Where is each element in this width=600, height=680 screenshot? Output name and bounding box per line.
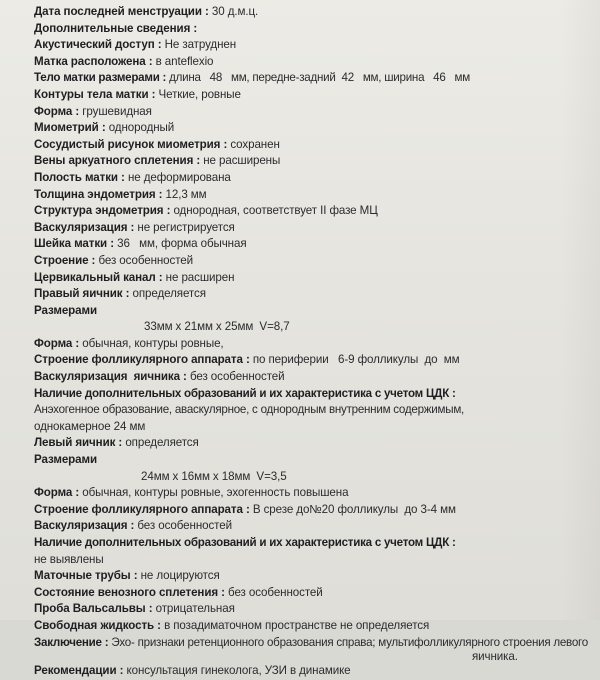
line-label: Матка расположена : xyxy=(34,54,153,68)
line-label: Состояние венозного сплетения : xyxy=(34,585,225,599)
line-value: однородный xyxy=(108,121,175,135)
report-line xyxy=(34,469,590,486)
report-line xyxy=(34,435,590,452)
report-line xyxy=(34,236,590,253)
line-label: Проба Вальсальвы : xyxy=(34,602,153,616)
line-value: яичника. xyxy=(472,650,518,664)
line-value: однородная, соответствует II фазе МЦ xyxy=(173,204,378,218)
report-line xyxy=(34,4,590,21)
report-line xyxy=(34,352,590,369)
line-value: грушевидная xyxy=(82,104,152,118)
report-line xyxy=(34,386,590,403)
line-value: сохранен xyxy=(230,137,280,151)
line-value: Анэхогенное образование, аваскулярное, с однородным внутренним содержимым, xyxy=(34,403,465,417)
line-value: без особенностей xyxy=(189,370,285,384)
line-label: Контуры тела матки : xyxy=(34,87,156,101)
line-value: консультация гинеколога, УЗИ в динамике xyxy=(126,664,351,678)
line-value: однокамерное 24 мм xyxy=(34,419,146,433)
report-line xyxy=(34,153,590,170)
report-line xyxy=(34,187,590,204)
line-label: Маточные трубы : xyxy=(34,569,138,583)
line-value: отрицательная xyxy=(155,602,235,616)
line-label: Сосудистый рисунок миометрия : xyxy=(34,137,228,151)
line-value: определяется xyxy=(132,287,206,301)
line-value: 30 д.м.ц. xyxy=(211,5,259,18)
line-value: в anteflexio xyxy=(155,54,214,68)
line-value: по периферии 6-9 фолликулы до мм xyxy=(252,353,460,367)
report-line xyxy=(34,137,590,154)
report-line xyxy=(34,54,590,71)
report-line xyxy=(34,70,590,87)
report-line xyxy=(34,568,590,585)
line-label: Рекомендации : xyxy=(34,664,124,678)
line-label: Васкуляризация : xyxy=(34,519,135,533)
line-value: Эхо- признаки ретенционного образования справа; мультифолликулярного строения левого xyxy=(111,635,588,649)
line-value: 24мм x 16мм x 18мм V=3,5 xyxy=(141,469,287,483)
ultrasound-report xyxy=(34,4,590,680)
line-label: Цервикальный канал : xyxy=(34,270,163,284)
line-label: Размерами xyxy=(34,303,98,317)
line-label: Свободная жидкость : xyxy=(34,618,161,632)
report-line xyxy=(34,663,590,680)
line-value: В срезе до№20 фолликулы до 3-4 мм xyxy=(252,502,456,516)
line-value: Четкие, ровные xyxy=(158,87,241,101)
line-label: Структура эндометрия : xyxy=(34,204,171,218)
line-label: Правый яичник : xyxy=(34,287,130,301)
report-line xyxy=(34,220,590,237)
line-value: не выявлены xyxy=(34,552,104,566)
report-line xyxy=(34,618,590,635)
line-value: длина 48 мм, передне-задний 42 мм, ширина 46 мм xyxy=(169,71,470,85)
report-line xyxy=(34,104,590,121)
line-label: Строение фолликулярного аппарата : xyxy=(34,353,250,367)
report-line xyxy=(34,270,590,287)
line-value: не регистрируется xyxy=(137,220,235,234)
line-label: Шейка матки : xyxy=(34,237,114,251)
report-line xyxy=(34,319,590,336)
line-value: Не затруднен xyxy=(164,38,237,52)
report-line xyxy=(34,552,590,569)
report-line xyxy=(34,369,590,386)
line-value: 36 мм, форма обычная xyxy=(117,237,247,251)
report-line xyxy=(34,303,590,320)
paper-edge-shadow xyxy=(560,0,600,620)
report-line xyxy=(34,485,590,502)
report-line xyxy=(34,635,590,652)
report-line xyxy=(34,601,590,618)
report-line xyxy=(34,21,590,38)
line-label: Васкуляризация яичника : xyxy=(34,370,187,384)
report-line xyxy=(34,253,590,270)
line-label: Миометрий : xyxy=(34,121,106,135)
report-line xyxy=(34,203,590,220)
line-label: Вены аркуатного сплетения : xyxy=(34,154,201,168)
report-line xyxy=(34,286,590,303)
report-line xyxy=(34,535,590,552)
report-line xyxy=(34,651,590,663)
line-label: Заключение : xyxy=(34,635,109,649)
line-value: обычная, контуры ровные, эхогенность повышена xyxy=(82,486,349,500)
line-label: Строение : xyxy=(34,253,96,267)
line-label: Форма : xyxy=(34,486,80,500)
line-label: Строение фолликулярного аппарата : xyxy=(34,502,250,516)
report-line xyxy=(34,87,590,104)
line-value: в позадиматочном пространстве не определяется xyxy=(164,618,430,632)
line-label: Левый яичник : xyxy=(34,436,123,450)
line-label: Наличие дополнительных образований и их характеристика с учетом ЦДК : xyxy=(34,386,456,400)
line-label: Васкуляризация : xyxy=(34,220,135,234)
line-label: Дополнительные сведения : xyxy=(34,21,198,35)
line-label: Толщина эндометрия : xyxy=(34,187,163,201)
report-line xyxy=(34,585,590,602)
report-line xyxy=(34,402,590,419)
report-line xyxy=(34,170,590,187)
line-value: без особенностей xyxy=(137,519,232,533)
line-label: Размерами xyxy=(34,453,98,467)
line-label: Полость матки : xyxy=(34,170,125,184)
line-value: обычная, контуры ровные, xyxy=(82,336,224,350)
line-value: определяется xyxy=(125,436,199,450)
line-label: Дата последней менструации : xyxy=(34,5,209,18)
line-value: 12,3 мм xyxy=(165,187,207,201)
line-value: без особенностей xyxy=(228,585,323,599)
line-label: Акустический доступ : xyxy=(34,38,162,52)
report-line xyxy=(34,120,590,137)
line-value: без особенностей xyxy=(98,253,194,267)
report-line xyxy=(34,518,590,535)
report-line xyxy=(34,336,590,353)
line-value: не расширены xyxy=(203,154,281,168)
report-line xyxy=(34,37,590,54)
line-value: не деформирована xyxy=(127,170,231,184)
report-line xyxy=(34,419,590,436)
line-label: Тело матки размерами : xyxy=(34,71,167,85)
line-value: 33мм x 21мм x 25мм V=8,7 xyxy=(144,320,290,334)
report-line xyxy=(34,502,590,519)
line-value: не лоцируются xyxy=(140,569,220,583)
line-label: Форма : xyxy=(34,104,80,118)
report-line xyxy=(34,452,590,469)
line-label: Наличие дополнительных образований и их характеристика с учетом ЦДК : xyxy=(34,536,456,549)
line-label: Форма : xyxy=(34,336,80,350)
line-value: не расширен xyxy=(165,270,235,284)
